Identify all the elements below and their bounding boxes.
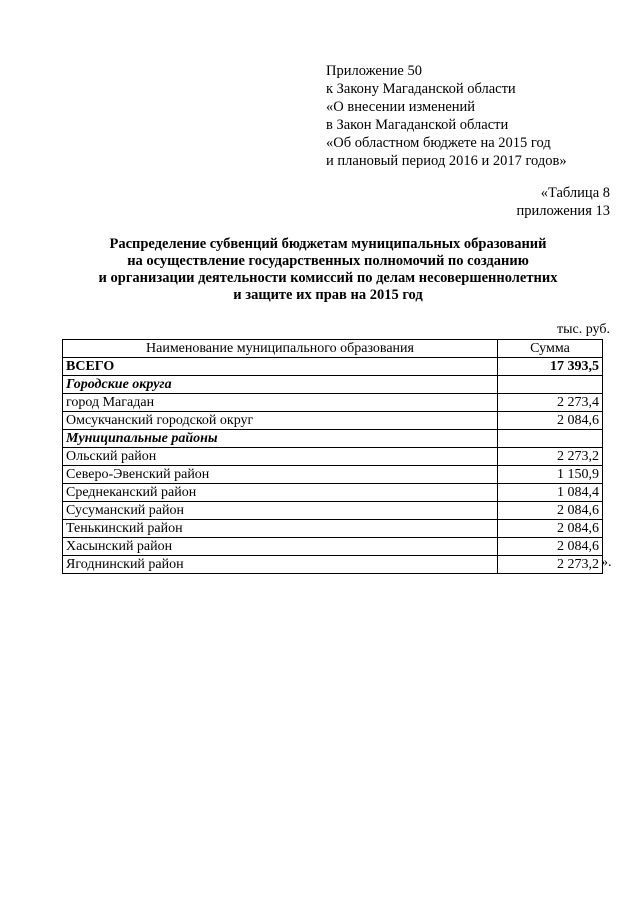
appendix-note — [326, 62, 567, 170]
table-row — [63, 466, 603, 484]
row-name: Ольский район — [63, 448, 498, 466]
table-row — [63, 394, 603, 412]
table-row — [63, 556, 603, 574]
row-name: город Магадан — [63, 394, 498, 412]
total-row — [63, 358, 603, 376]
unit-label: тыс. руб. — [557, 322, 610, 337]
total-amount: 17 393,5 — [498, 358, 603, 376]
document-title — [60, 236, 596, 304]
row-amount: 2 084,6 — [498, 520, 603, 538]
subventions-table — [62, 339, 603, 574]
group-label: Городские округа — [63, 376, 498, 394]
table-row — [63, 538, 603, 556]
group-row — [63, 430, 603, 448]
header-amount: Сумма — [498, 340, 603, 358]
table-ref-line: «Таблица 8 — [540, 185, 610, 201]
row-amount: 2 084,6 — [498, 412, 603, 430]
table-row — [63, 520, 603, 538]
row-name: Ягоднинский район — [63, 556, 498, 574]
title-line: и защите их прав на 2015 год — [233, 287, 423, 303]
table-row — [63, 412, 603, 430]
row-name: Сусуманский район — [63, 502, 498, 520]
row-amount: 2 273,2 — [498, 448, 603, 466]
title-line: на осуществление государственных полномочий по созданию — [127, 253, 529, 269]
row-amount: 2 084,6 — [498, 502, 603, 520]
appendix-line: в Закон Магаданской области — [326, 117, 509, 133]
total-label: ВСЕГО — [63, 358, 498, 376]
row-name: Тенькинский район — [63, 520, 498, 538]
table-row — [63, 502, 603, 520]
row-name: Среднеканский район — [63, 484, 498, 502]
group-amount-empty — [498, 430, 603, 448]
row-amount: 2 273,4 — [498, 394, 603, 412]
appendix-line: к Закону Магаданской области — [326, 81, 516, 97]
appendix-line: Приложение 50 — [326, 63, 422, 79]
row-amount: 1 084,4 — [498, 484, 603, 502]
title-line: и организации деятельности комиссий по делам несовершеннолетних — [98, 270, 558, 286]
closing-quote: ». — [601, 555, 612, 570]
row-name: Хасынский район — [63, 538, 498, 556]
table-row — [63, 448, 603, 466]
title-line: Распределение субвенций бюджетам муниципальных образований — [109, 236, 547, 252]
table-ref-line: приложения 13 — [516, 203, 610, 219]
appendix-line: «Об областном бюджете на 2015 год — [326, 135, 551, 151]
header-name: Наименование муниципального образования — [63, 340, 498, 358]
row-name: Омсукчанский городской округ — [63, 412, 498, 430]
row-amount: 2 084,6 — [498, 538, 603, 556]
group-label: Муниципальные районы — [63, 430, 498, 448]
row-amount: 2 273,2 — [498, 556, 603, 574]
row-amount: 1 150,9 — [498, 466, 603, 484]
group-row — [63, 376, 603, 394]
group-amount-empty — [498, 376, 603, 394]
table-row — [63, 484, 603, 502]
table-header-row — [63, 340, 603, 358]
appendix-line: и плановый период 2016 и 2017 годов» — [326, 153, 567, 169]
appendix-line: «О внесении изменений — [326, 99, 476, 115]
table-reference — [517, 184, 610, 220]
row-name: Северо-Эвенский район — [63, 466, 498, 484]
